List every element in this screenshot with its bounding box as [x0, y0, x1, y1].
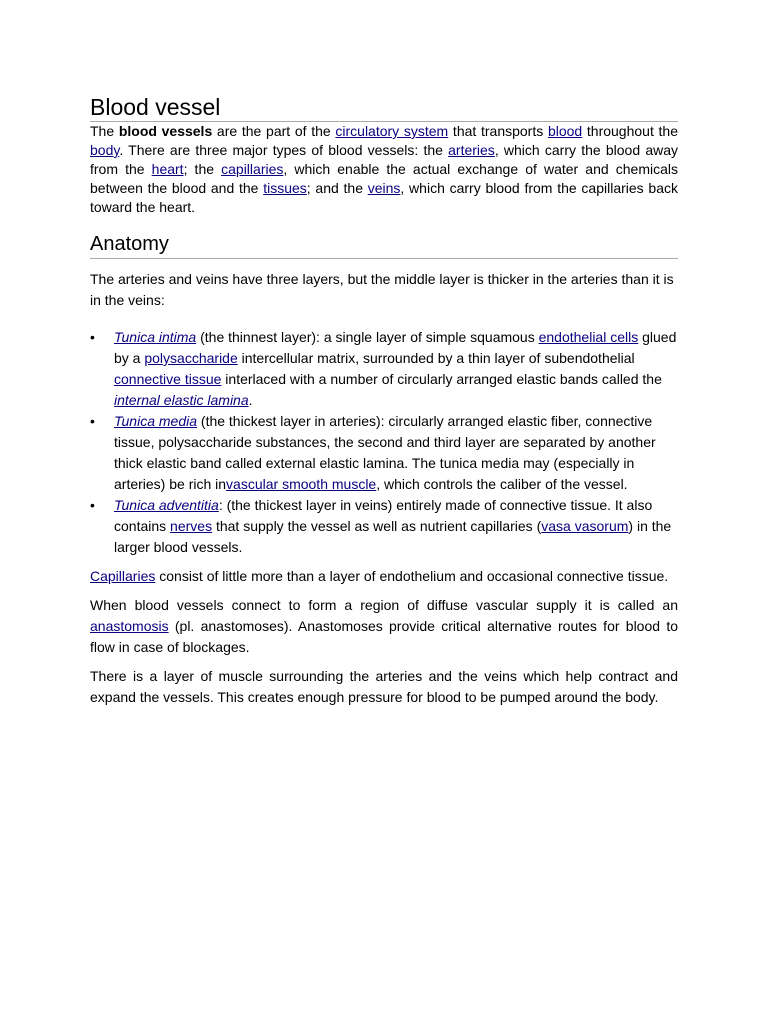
list-item-tunica-adventitia: • Tunica adventitia: (the thickest layer in veins) entirely made of connective tissue. It also contains nerves that supply the vessel as well as nutrient capillaries (vasa vasorum) in the larger blood vessels. [90, 497, 672, 555]
link-anastomosis[interactable]: anastomosis [90, 618, 169, 634]
link-circulatory-system[interactable]: circulatory system [335, 123, 449, 139]
link-connective-tissue[interactable]: connective tissue [114, 371, 222, 387]
intro-paragraph: The blood vessels are the part of the circulatory system that transports blood throughout the body. There are three major types of blood vessels: the arteries, which carry the blood away from the heart; the capillaries, which enable the actual exchange of water and chemicals between the blood and the tissues; and the veins, which carry blood from the capillaries back toward the heart. [90, 123, 679, 215]
section-heading-anatomy: Anatomy [90, 231, 678, 259]
capillaries-paragraph: Capillaries consist of little more than a layer of endothelium and occasional connective tissue. [90, 568, 669, 584]
muscle-paragraph: There is a layer of muscle surrounding the arteries and the veins which help contract and expand the vessels. This creates enough pressure for blood to be pumped around the body. [90, 668, 678, 705]
link-heart[interactable]: heart [151, 161, 184, 177]
link-endothelial-cells[interactable]: endothelial cells [538, 329, 639, 345]
layers-list [90, 327, 678, 558]
link-blood[interactable]: blood [547, 123, 583, 139]
link-capillaries-2[interactable]: Capillaries [90, 568, 156, 584]
link-vasa-vasorum[interactable]: vasa vasorum [541, 518, 629, 534]
bullet-icon: • [90, 329, 95, 345]
link-tissues[interactable]: tissues [263, 180, 307, 196]
link-vascular-smooth-muscle[interactable]: vascular smooth muscle [226, 476, 377, 492]
anastomosis-paragraph: When blood vessels connect to form a region of diffuse vascular supply it is called an anastomosis (pl. anastomoses). Anastomoses provide critical alternative routes for blood to flow in case of blockages. [90, 597, 678, 655]
link-veins[interactable]: veins [367, 180, 401, 196]
link-arteries[interactable]: arteries [448, 142, 495, 158]
link-capillaries[interactable]: capillaries [221, 161, 284, 177]
bold-term-blood-vessels: blood vessels [118, 123, 213, 139]
link-tunica-adventitia[interactable]: Tunica adventitia [114, 497, 219, 513]
list-item-tunica-media: • Tunica media (the thickest layer in arteries): circularly arranged elastic fiber, connective tissue, polysaccharide substances, the second and third layer are separated by another thick elastic band called external elastic lamina. The tunica media may (especially in arteries) be rich invascular smooth muscle, which controls the caliber of the vessel. [90, 413, 656, 492]
link-nerves[interactable]: nerves [170, 518, 213, 534]
article-body [90, 93, 678, 708]
link-polysaccharide[interactable]: polysaccharide [144, 350, 238, 366]
anatomy-paragraph: The arteries and veins have three layers, but the middle layer is thicker in the arteries than it is in the veins: [90, 271, 674, 308]
bullet-icon: • [90, 413, 95, 429]
link-tunica-intima[interactable]: Tunica intima [114, 329, 197, 345]
list-item-tunica-intima: • Tunica intima (the thinnest layer): a single layer of simple squamous endothelial cells glued by a polysaccharide intercellular matrix, surrounded by a thin layer of subendothelial connective tissue interlaced with a number of circularly arranged elastic bands called the internal elastic lamina. [90, 329, 677, 408]
link-body[interactable]: body [90, 142, 120, 158]
bullet-icon: • [90, 497, 95, 513]
link-tunica-media[interactable]: Tunica media [114, 413, 198, 429]
link-internal-elastic-lamina[interactable]: internal elastic lamina [114, 392, 249, 408]
page-title: Blood vessel [90, 93, 678, 122]
